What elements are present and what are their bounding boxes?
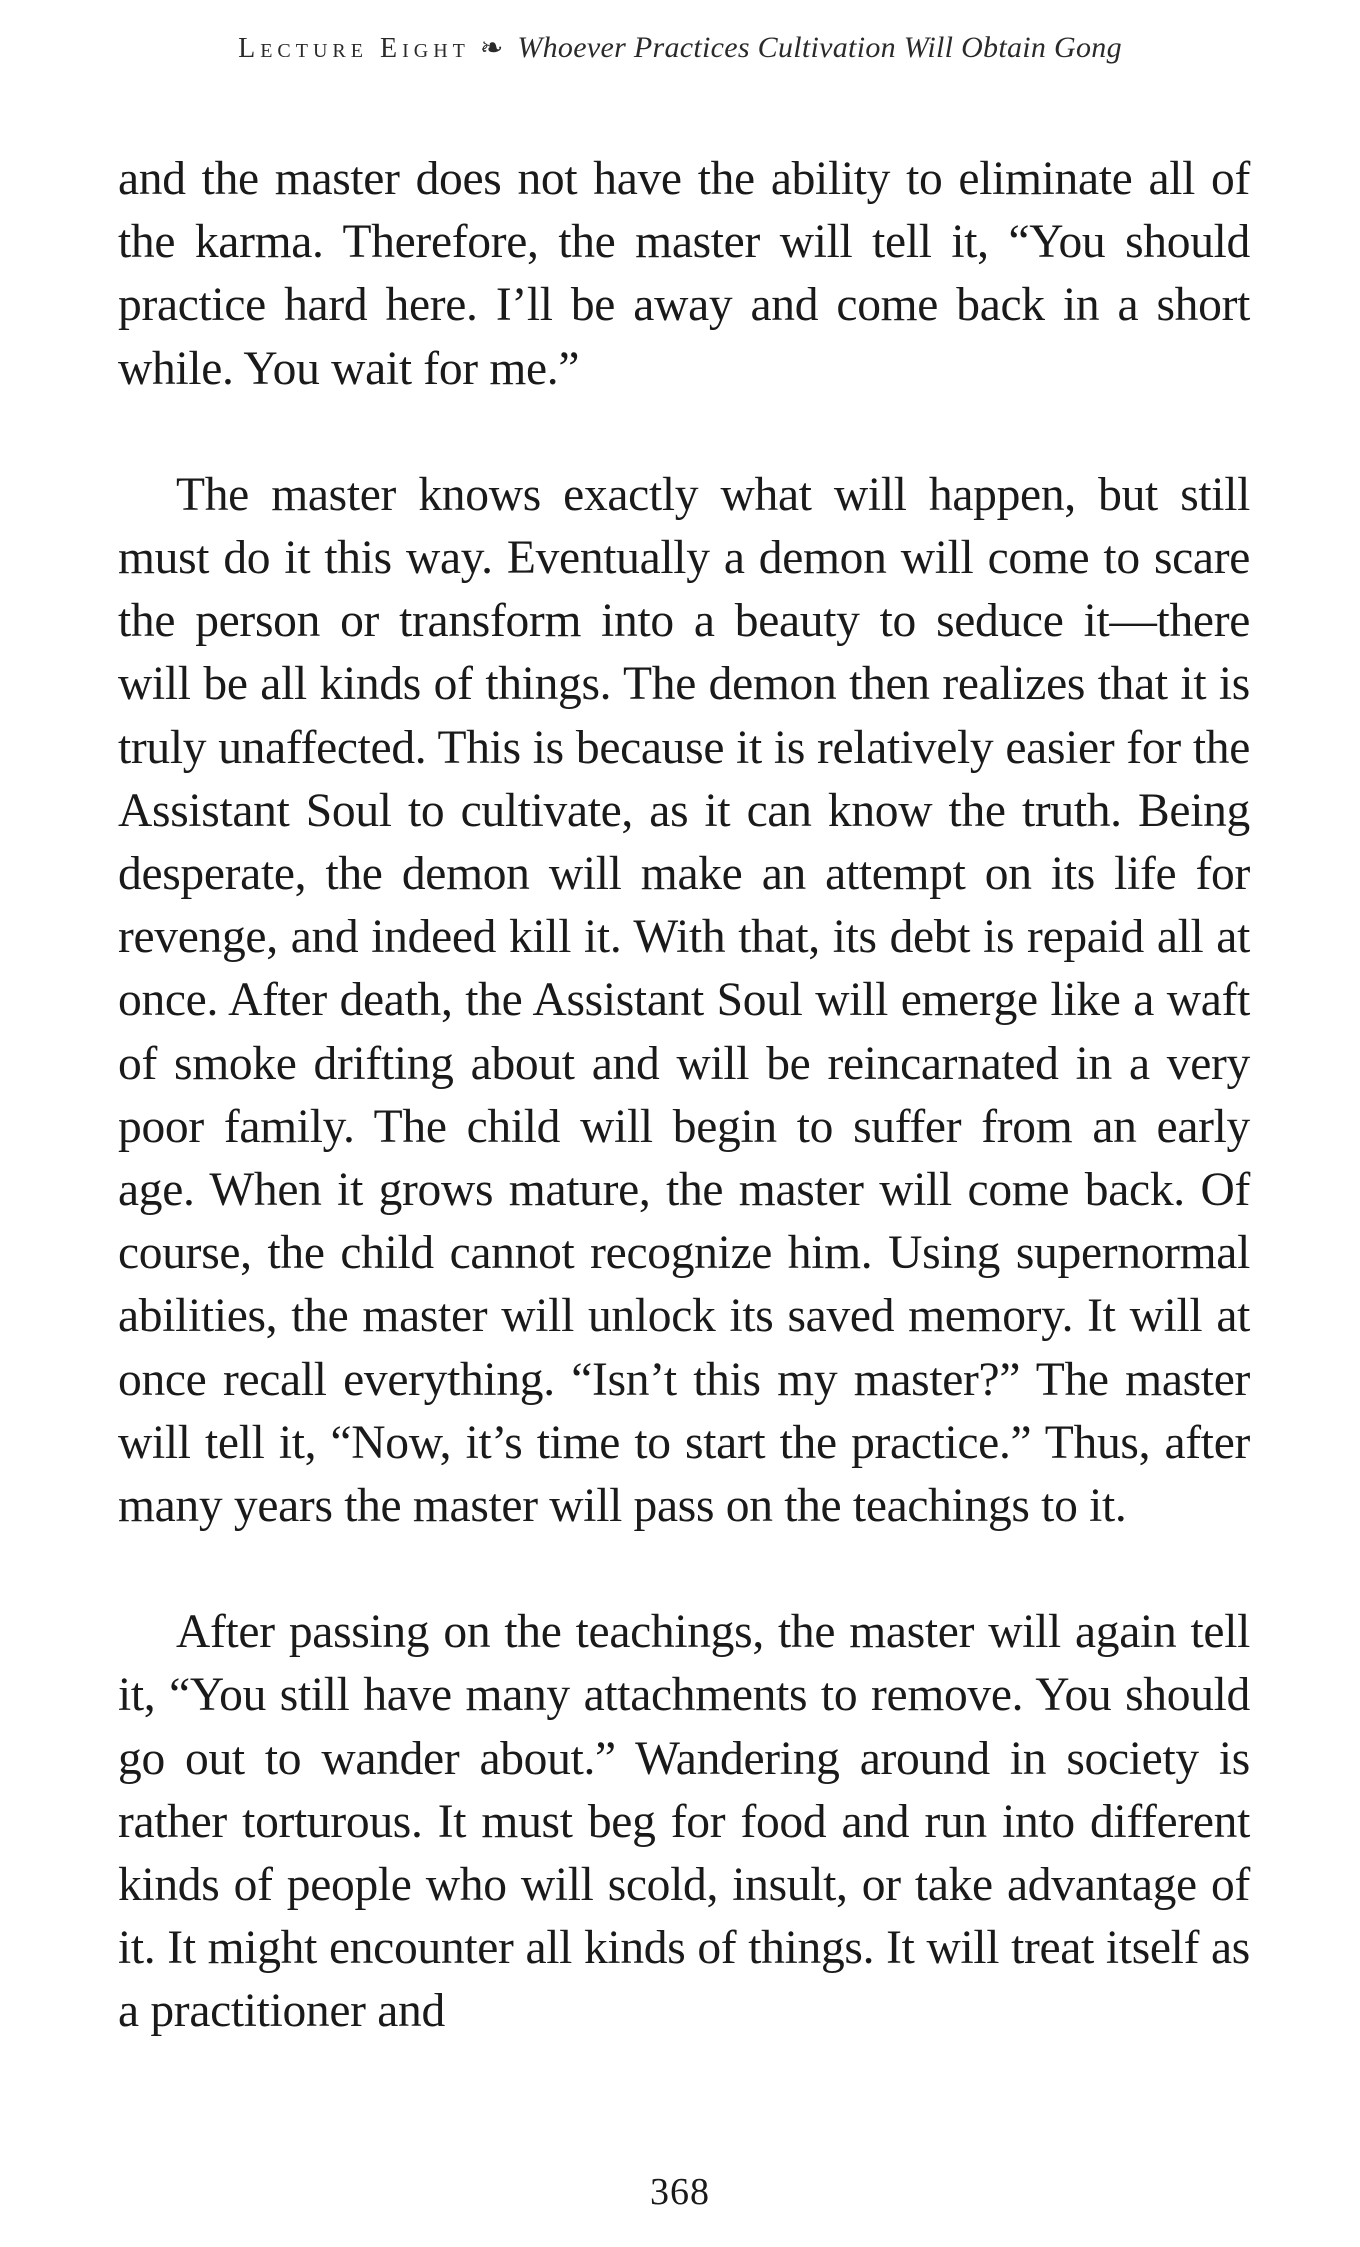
page-number: 368 [650, 2171, 710, 2213]
paragraph: The master knows exactly what will happen, but still must do it this way. Eventually a demon will come to scare the person or transform into a beauty to seduce it—there will be all kinds of things. The demon then realizes that it is truly unaffected. This is because it is relatively easier for the Assistant Soul to cultivate, as it can know the truth. Being desperate, the demon will make an attempt on its life for revenge, and indeed kill it. With that, its debt is repaid all at once. After death, the Assistant Soul will emerge like a waft of smoke drifting about and will be reincarnated in a very poor family. The child will begin to suffer from an early age. When it grows mature, the master will come back. Of course, the child cannot recognize him. Using supernormal abilities, the master will unlock its saved memory. It will at once recall everything. “Isn’t this my master?” The master will tell it, “Now, it’s time to start the practice.” Thus, after many years the master will pass on the teachings to it. [118, 468, 1250, 1533]
paragraph-continued: and the master does not have the ability to eliminate all of the karma. Therefore, the master will tell it, “You should practice hard here. I’ll be away and come back in a short while. You wait for me.” [118, 153, 1250, 395]
running-head-lecture: Lecture Eight [238, 33, 470, 64]
body-text [118, 148, 1250, 2044]
fleuron-ornament-icon: ❧ [479, 33, 504, 64]
paragraph: After passing on the teachings, the master will again tell it, “You still have many attachments to remove. You should go out to wander about.” Wandering around in society is rather torturous. It must beg for food and run into different kinds of people who will scold, insult, or take advantage of it. It might encounter all kinds of things. It will treat itself as a practitioner and [118, 1606, 1250, 2038]
running-head [0, 28, 1360, 69]
running-head-title: Whoever Practices Cultivation Will Obtain Gong [517, 31, 1122, 64]
